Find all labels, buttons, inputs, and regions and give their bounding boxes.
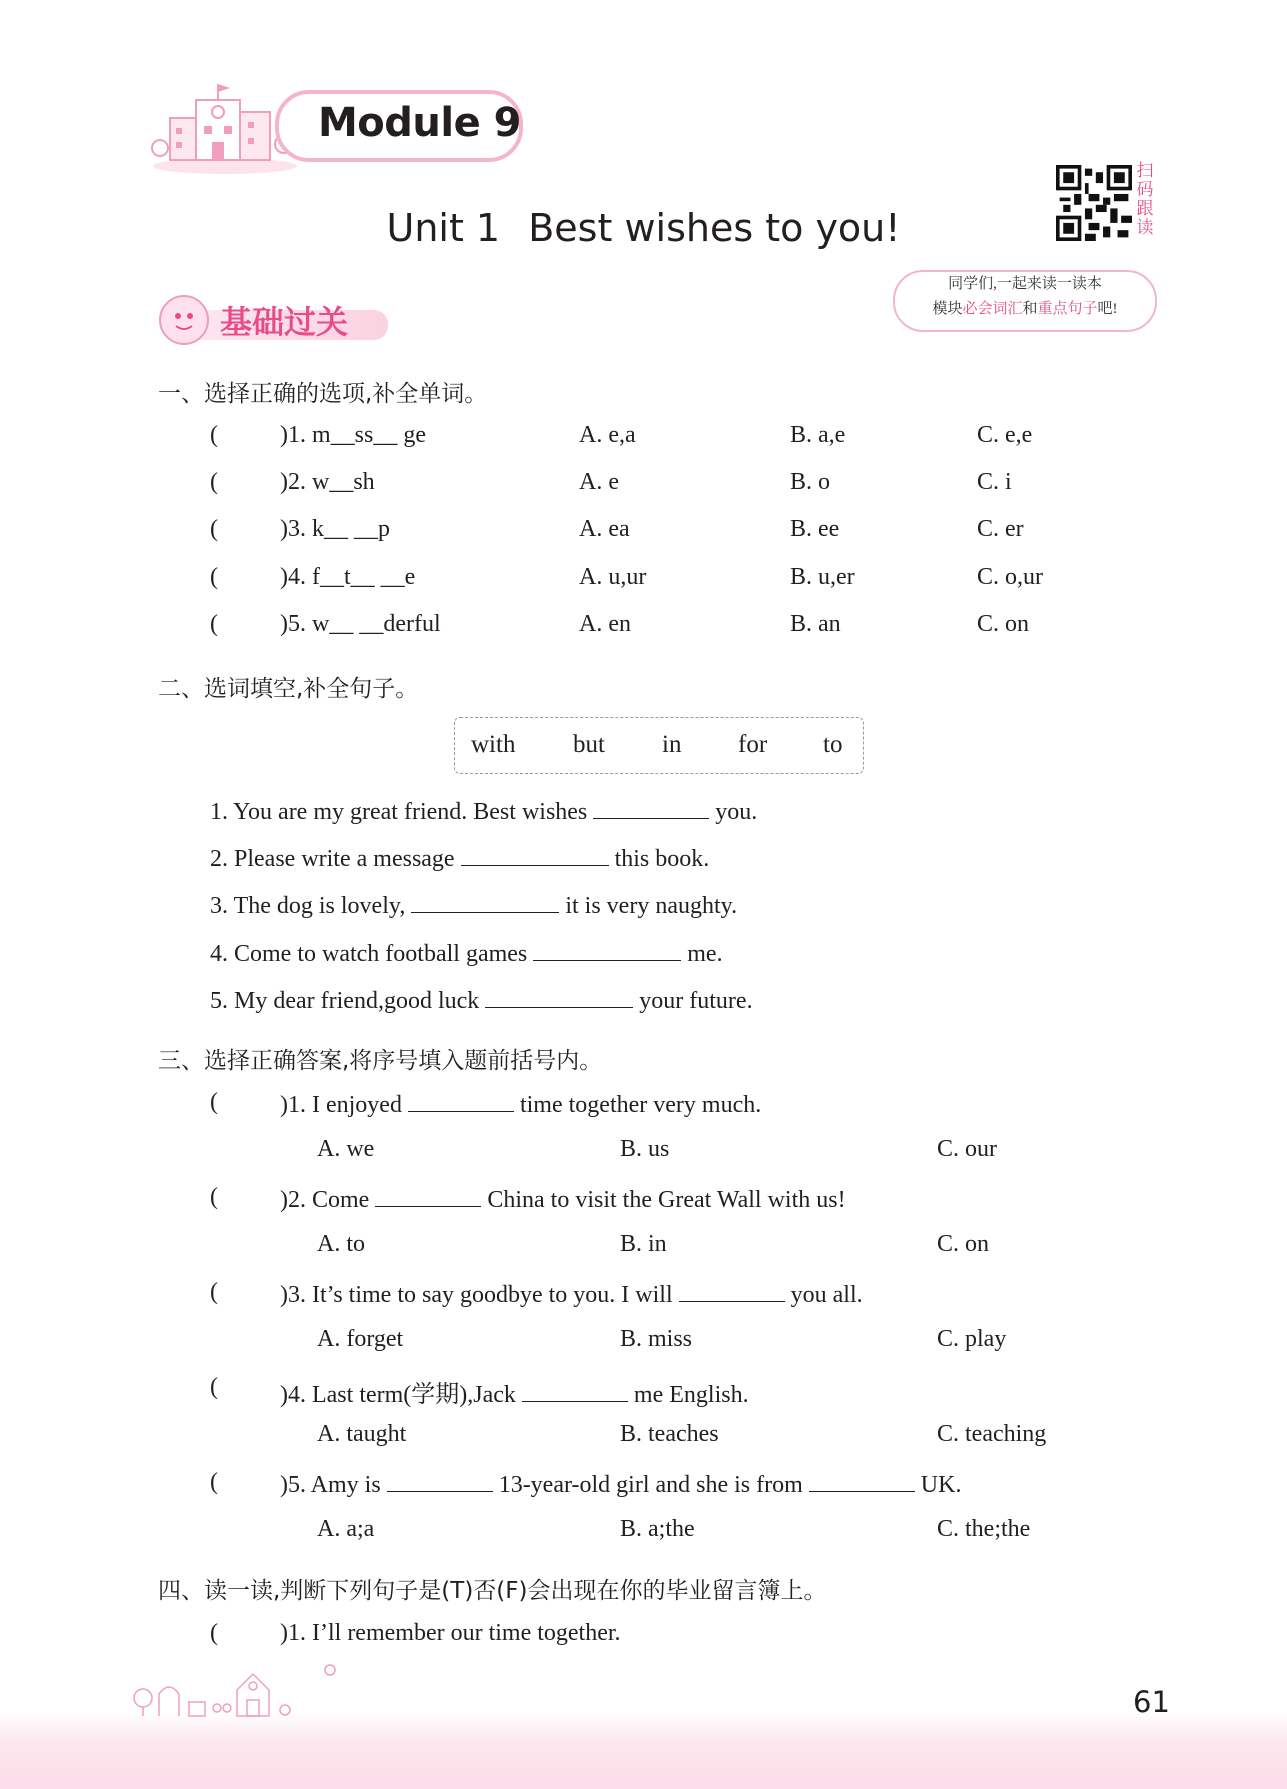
answer-paren[interactable]: ( [210, 1374, 218, 1400]
word-bank [454, 717, 864, 774]
option-c: C. o,ur [977, 564, 1043, 590]
answer-blank[interactable] [522, 1379, 628, 1402]
answer-blank[interactable] [533, 938, 681, 961]
tf-question: )1. I’ll remember our time together. [280, 1620, 621, 1646]
fill-sentence [210, 985, 753, 1015]
module-banner [150, 78, 530, 178]
answer-blank[interactable] [809, 1469, 915, 1492]
footer-strip [0, 1712, 1287, 1789]
question-text: China to visit the Great Wall with us! [487, 1187, 846, 1213]
option-a: A. we [317, 1136, 375, 1162]
answer-blank[interactable] [411, 890, 559, 913]
qr-label-char: 读 [1136, 218, 1154, 238]
question-text: )2. Come [280, 1187, 370, 1213]
section-badge [158, 292, 398, 346]
qr-code-icon[interactable] [1056, 165, 1132, 241]
question-text: )1. I enjoyed [280, 1092, 402, 1118]
sentence-text: 4. Come to watch football games [210, 941, 528, 967]
option-b: B. us [620, 1136, 670, 1162]
option-b: B. a;the [620, 1516, 695, 1542]
fill-sentence [210, 843, 709, 873]
sentence-text: 3. The dog is lovely, [210, 893, 406, 919]
mc-question [280, 1374, 749, 1409]
section3-heading: 三、选择正确答案,将序号填入题前括号内。 [158, 1048, 603, 1074]
sentence-text: your future. [639, 988, 753, 1014]
bubble-line-1: 同学们,一起来读一读本 [948, 276, 1102, 292]
module-title: Module 9 [318, 100, 521, 146]
word-bank-item: for [738, 731, 768, 758]
option-b: B. teaches [620, 1421, 719, 1447]
option-b: B. u,er [790, 564, 855, 590]
question-text: )5. Amy is [280, 1472, 381, 1498]
sentence-text: you. [715, 799, 758, 825]
fill-sentence [210, 890, 737, 920]
qr-label-char: 扫 [1136, 161, 1154, 181]
option-b: B. an [790, 611, 841, 637]
bubble-highlight: 必会词汇 [962, 301, 1023, 317]
option-c: C. e,e [977, 422, 1033, 448]
answer-paren[interactable]: ( [210, 611, 218, 637]
question-text: you all. [790, 1282, 863, 1308]
word-bank-item: to [823, 731, 843, 758]
answer-blank[interactable] [387, 1469, 493, 1492]
option-c: C. play [937, 1326, 1007, 1352]
unit-label: Unit 1 [386, 206, 501, 250]
option-b: B. ee [790, 516, 840, 542]
sentence-text: 1. You are my great friend. Best wishes [210, 799, 588, 825]
question-stem: )3. k__ __p [280, 516, 390, 542]
answer-paren[interactable]: ( [210, 1620, 218, 1646]
answer-paren[interactable]: ( [210, 564, 218, 590]
option-a: A. e,a [579, 422, 636, 448]
option-c: C. the;the [937, 1516, 1031, 1542]
question-text: me English. [633, 1382, 749, 1408]
section-badge-label: 基础过关 [220, 303, 349, 341]
mc-question [280, 1469, 961, 1499]
option-c: C. our [937, 1136, 997, 1162]
question-stem: )2. w__sh [280, 469, 375, 495]
option-a: A. forget [317, 1326, 404, 1352]
bubble-line-2 [895, 297, 1155, 322]
option-a: A. ea [579, 516, 630, 542]
fill-sentence [210, 796, 757, 826]
question-text: )3. It’s time to say goodbye to you. I will [280, 1282, 673, 1308]
option-c: C. er [977, 516, 1024, 542]
word-bank-item: but [573, 731, 605, 758]
question-text: UK. [920, 1472, 962, 1498]
option-c: C. on [937, 1231, 990, 1257]
bubble-text: 模块 [932, 301, 963, 317]
fill-sentence [210, 938, 723, 968]
answer-blank[interactable] [679, 1279, 785, 1302]
option-a: A. a;a [317, 1516, 375, 1542]
option-c: C. on [977, 611, 1030, 637]
option-c: C. i [977, 469, 1012, 495]
question-text: 13-year-old girl and she is from [498, 1472, 803, 1498]
answer-blank[interactable] [593, 796, 709, 819]
question-stem: )1. m__ss__ ge [280, 422, 426, 448]
question-stem: )4. f__t__ __e [280, 564, 416, 590]
question-stem: )5. w__ __derful [280, 611, 441, 637]
town-illustration-icon [125, 1650, 345, 1720]
answer-paren[interactable]: ( [210, 469, 218, 495]
answer-blank[interactable] [408, 1089, 514, 1112]
section1-heading: 一、选择正确的选项,补全单词。 [158, 381, 488, 407]
answer-blank[interactable] [461, 843, 609, 866]
section2-heading: 二、选词填空,补全句子。 [158, 676, 419, 702]
option-b: B. a,e [790, 422, 846, 448]
sentence-text: 5. My dear friend,good luck [210, 988, 480, 1014]
answer-paren[interactable]: ( [210, 516, 218, 542]
option-b: B. in [620, 1231, 667, 1257]
sentence-text: 2. Please write a message [210, 846, 455, 872]
mc-question [280, 1184, 846, 1214]
option-b: B. miss [620, 1326, 693, 1352]
option-a: A. e [579, 469, 619, 495]
option-a: A. u,ur [579, 564, 647, 590]
unit-name: Best wishes to you! [528, 206, 901, 250]
qr-label-char: 码 [1136, 180, 1154, 200]
option-a: A. to [317, 1231, 365, 1257]
sentence-text: it is very naughty. [565, 893, 738, 919]
answer-paren[interactable]: ( [210, 1469, 218, 1495]
question-text: time together very much. [519, 1092, 762, 1118]
mc-question [280, 1279, 863, 1309]
sentence-text: me. [687, 941, 723, 967]
sentence-text: this book. [614, 846, 710, 872]
question-text: )4. Last term(学期),Jack [280, 1382, 516, 1408]
answer-blank[interactable] [485, 985, 633, 1008]
page-number: 61 [1133, 1685, 1170, 1719]
mc-question [280, 1089, 761, 1119]
book-character-icon [158, 292, 214, 348]
bubble-text: 和 [1022, 301, 1038, 317]
answer-paren[interactable]: ( [210, 1279, 218, 1305]
option-a: A. en [579, 611, 631, 637]
section4-heading: 四、读一读,判断下列句子是(T)否(F)会出现在你的毕业留言簿上。 [158, 1578, 827, 1604]
answer-paren[interactable]: ( [210, 422, 218, 448]
qr-scan-label [1134, 162, 1156, 238]
bubble-highlight: 重点句子 [1037, 301, 1098, 317]
word-bank-item: in [662, 731, 682, 758]
speech-bubble [893, 270, 1157, 332]
answer-blank[interactable] [375, 1184, 481, 1207]
qr-label-char: 跟 [1136, 199, 1154, 219]
option-a: A. taught [317, 1421, 407, 1447]
option-b: B. o [790, 469, 831, 495]
bubble-text: 吧! [1097, 301, 1118, 317]
answer-paren[interactable]: ( [210, 1089, 218, 1115]
answer-paren[interactable]: ( [210, 1184, 218, 1210]
word-bank-item: with [471, 731, 516, 758]
option-c: C. teaching [937, 1421, 1047, 1447]
